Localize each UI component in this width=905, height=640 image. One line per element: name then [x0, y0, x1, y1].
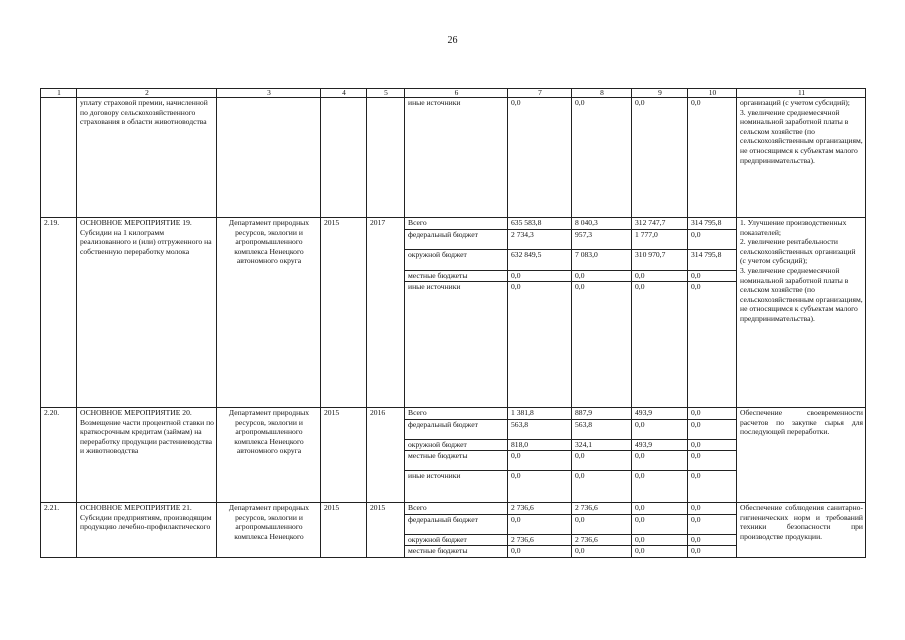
column-number: 9 — [632, 89, 688, 98]
amount-year-1: 0,0 — [572, 282, 632, 408]
amount-year-1: 7 083,0 — [572, 250, 632, 271]
amount-year-1: 0,0 — [572, 271, 632, 282]
amount-year-2: 0,0 — [632, 282, 688, 408]
executor: Департамент природных ресурсов, экологии и агропромышленного комплекса Ненецкого — [217, 503, 321, 558]
amount-year-2: 0,0 — [632, 546, 688, 558]
table-row — [41, 503, 866, 515]
amount-total: 0,0 — [508, 282, 572, 408]
funding-source: иные источники — [405, 98, 508, 218]
column-number: 1 — [41, 89, 77, 98]
amount-year-2: 0,0 — [632, 420, 688, 440]
column-number: 5 — [367, 89, 405, 98]
item-number: 2.19. — [41, 218, 77, 408]
amount-year-1: 324,1 — [572, 440, 632, 451]
item-number — [41, 98, 77, 218]
start-year: 2015 — [321, 503, 367, 558]
column-number: 3 — [217, 89, 321, 98]
column-number-row — [41, 89, 866, 98]
funding-source: Всего — [405, 408, 508, 420]
amount-year-1: 0,0 — [572, 451, 632, 471]
program-table — [40, 88, 866, 558]
amount-year-3: 0,0 — [688, 271, 737, 282]
amount-year-1: 0,0 — [572, 98, 632, 218]
amount-total: 2 734,3 — [508, 230, 572, 250]
amount-year-3: 0,0 — [688, 230, 737, 250]
amount-year-1: 563,8 — [572, 420, 632, 440]
amount-total: 0,0 — [508, 471, 572, 503]
start-year: 2015 — [321, 218, 367, 408]
column-number: 8 — [572, 89, 632, 98]
amount-year-1: 0,0 — [572, 515, 632, 535]
amount-year-3: 0,0 — [688, 503, 737, 515]
funding-source: иные источники — [405, 282, 508, 408]
amount-year-1: 887,9 — [572, 408, 632, 420]
amount-year-1: 8 040,3 — [572, 218, 632, 230]
amount-year-3: 0,0 — [688, 420, 737, 440]
amount-year-3: 0,0 — [688, 451, 737, 471]
funding-source: местные бюджеты — [405, 546, 508, 558]
start-year — [321, 98, 367, 218]
executor: Департамент природных ресурсов, экологии и агропромышленного комплекса Ненецкого автономного округа — [217, 218, 321, 408]
end-year: 2015 — [367, 503, 405, 558]
page-number: 26 — [447, 35, 458, 46]
column-number: 11 — [737, 89, 866, 98]
amount-year-3: 314 795,8 — [688, 250, 737, 271]
amount-year-1: 0,0 — [572, 546, 632, 558]
amount-year-1: 2 736,6 — [572, 535, 632, 546]
amount-total: 0,0 — [508, 271, 572, 282]
amount-year-2: 0,0 — [632, 535, 688, 546]
amount-year-3: 0,0 — [688, 535, 737, 546]
end-year: 2017 — [367, 218, 405, 408]
amount-total: 635 583,8 — [508, 218, 572, 230]
amount-year-2: 0,0 — [632, 98, 688, 218]
measure-name: уплату страховой премии, начисленной по договору сельскохозяйственного страхования в области животноводства — [77, 98, 217, 218]
measure-name: ОСНОВНОЕ МЕРОПРИЯТИЕ 21. Субсидии предприятиям, производящим продукцию лечебно-профилактического — [77, 503, 217, 558]
amount-total: 2 736,6 — [508, 503, 572, 515]
funding-source: федеральный бюджет — [405, 420, 508, 440]
funding-source: иные источники — [405, 471, 508, 503]
table-row — [41, 98, 866, 218]
amount-year-1: 957,3 — [572, 230, 632, 250]
amount-year-2: 312 747,7 — [632, 218, 688, 230]
end-year: 2016 — [367, 408, 405, 503]
amount-total: 0,0 — [508, 515, 572, 535]
funding-source: местные бюджеты — [405, 451, 508, 471]
item-number: 2.20. — [41, 408, 77, 503]
amount-year-3: 0,0 — [688, 515, 737, 535]
table-row — [41, 408, 866, 420]
funding-source: федеральный бюджет — [405, 230, 508, 250]
amount-total: 0,0 — [508, 98, 572, 218]
amount-year-2: 310 970,7 — [632, 250, 688, 271]
amount-year-3: 0,0 — [688, 440, 737, 451]
amount-year-3: 0,0 — [688, 282, 737, 408]
amount-year-1: 2 736,6 — [572, 503, 632, 515]
funding-source: Всего — [405, 503, 508, 515]
amount-year-3: 0,0 — [688, 471, 737, 503]
amount-year-3: 0,0 — [688, 546, 737, 558]
measure-name: ОСНОВНОЕ МЕРОПРИЯТИЕ 19. Субсидии на 1 килограмм реализованного и (или) отгруженного на собственную переработку молока — [77, 218, 217, 408]
amount-total: 0,0 — [508, 546, 572, 558]
amount-year-2: 0,0 — [632, 471, 688, 503]
amount-year-2: 0,0 — [632, 515, 688, 535]
funding-source: окружной бюджет — [405, 440, 508, 451]
funding-source: окружной бюджет — [405, 250, 508, 271]
column-number: 6 — [405, 89, 508, 98]
amount-year-2: 493,9 — [632, 440, 688, 451]
expected-result: Обеспечение соблюдения санитарно-гигиенических норм и требований техники безопасности при производстве продукции. — [737, 503, 866, 558]
funding-source: местные бюджеты — [405, 271, 508, 282]
start-year: 2015 — [321, 408, 367, 503]
funding-source: Всего — [405, 218, 508, 230]
measure-name: ОСНОВНОЕ МЕРОПРИЯТИЕ 20. Возмещение части процентной ставки по краткосрочным кредитам (займам) на переработку продукции растениеводства и животноводства — [77, 408, 217, 503]
amount-total: 818,0 — [508, 440, 572, 451]
executor: Департамент природных ресурсов, экологии и агропромышленного комплекса Ненецкого автономного округа — [217, 408, 321, 503]
amount-year-2: 493,9 — [632, 408, 688, 420]
amount-year-1: 0,0 — [572, 471, 632, 503]
amount-year-3: 0,0 — [688, 408, 737, 420]
column-number: 7 — [508, 89, 572, 98]
amount-total: 632 849,5 — [508, 250, 572, 271]
amount-total: 563,8 — [508, 420, 572, 440]
expected-result: организаций (с учетом субсидий); 3. увеличение среднемесячной номинальной заработной платы в сельском хозяйстве (по сельскохозяйственным организациям, не относящимся к субъектам малого предпринимательства). — [737, 98, 866, 218]
amount-year-2: 0,0 — [632, 503, 688, 515]
amount-year-2: 1 777,0 — [632, 230, 688, 250]
end-year — [367, 98, 405, 218]
funding-source: окружной бюджет — [405, 535, 508, 546]
table-row — [41, 218, 866, 230]
amount-year-2: 0,0 — [632, 271, 688, 282]
funding-source: федеральный бюджет — [405, 515, 508, 535]
amount-year-3: 314 795,8 — [688, 218, 737, 230]
column-number: 4 — [321, 89, 367, 98]
column-number: 10 — [688, 89, 737, 98]
amount-total: 2 736,6 — [508, 535, 572, 546]
column-number: 2 — [77, 89, 217, 98]
amount-total: 0,0 — [508, 451, 572, 471]
amount-year-2: 0,0 — [632, 451, 688, 471]
amount-year-3: 0,0 — [688, 98, 737, 218]
amount-total: 1 381,8 — [508, 408, 572, 420]
item-number: 2.21. — [41, 503, 77, 558]
executor — [217, 98, 321, 218]
expected-result: 1. Улучшение производственных показателей; 2. увеличение рентабельности сельскохозяйственных организаций (с учетом субсидий); 3. увеличение среднемесячной номинальной заработной платы в сельском хозяйстве (по сельскохозяйственным организациям, не относящимся к субъектам малого предпринимательства). — [737, 218, 866, 408]
expected-result: Обеспечение своевременности расчетов по закупке сырья для последующей переработки. — [737, 408, 866, 503]
